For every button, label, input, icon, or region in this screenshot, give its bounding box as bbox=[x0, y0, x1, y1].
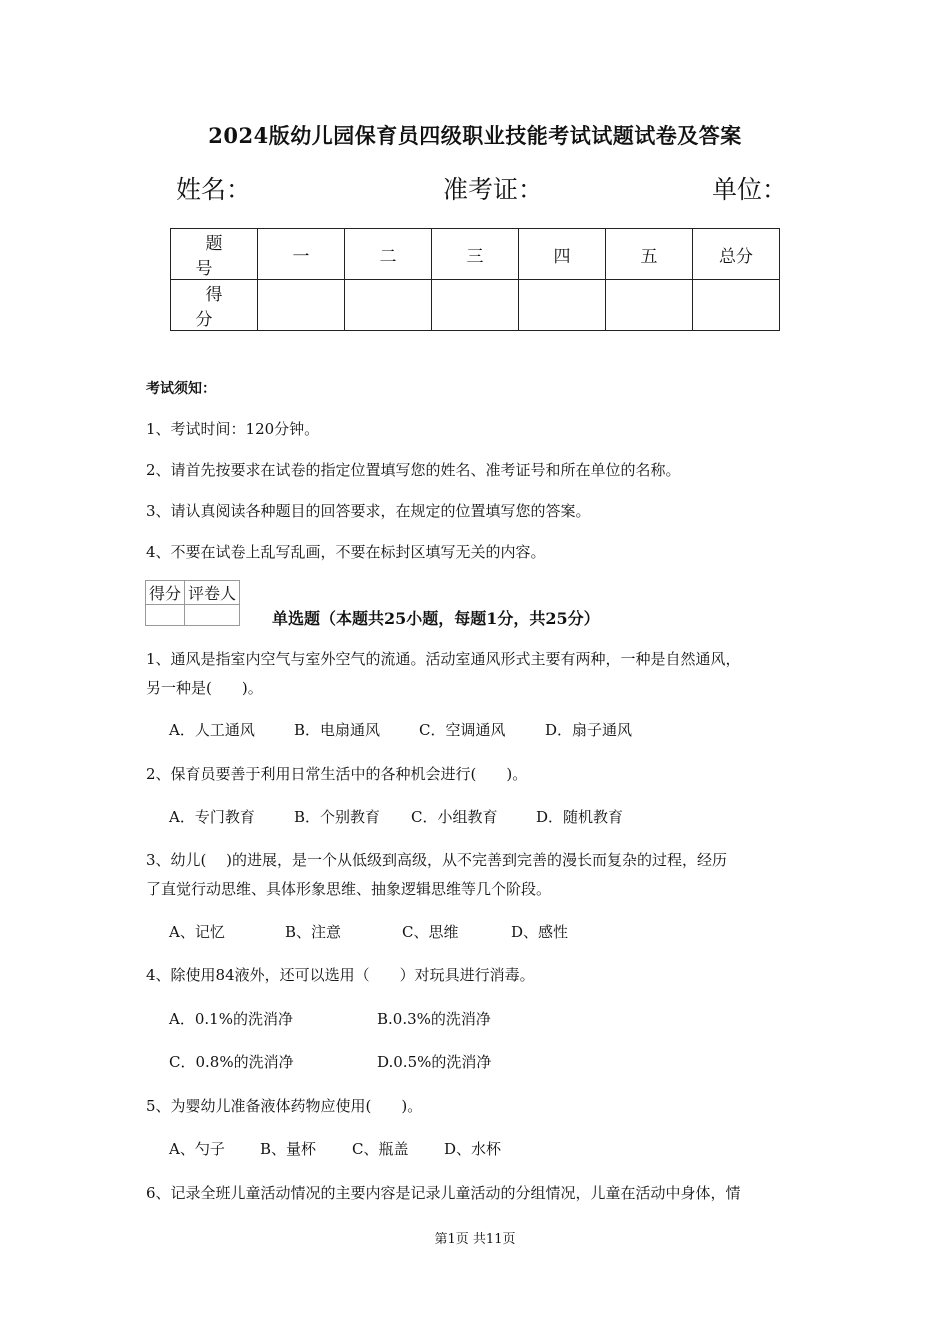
question-number-label: 题号 bbox=[171, 229, 258, 280]
q1-option-b: B．电扇通风 bbox=[294, 721, 381, 739]
grader-score-cell bbox=[146, 605, 185, 626]
score-label: 得分 bbox=[171, 280, 258, 331]
column-5: 五 bbox=[606, 229, 693, 280]
score-cell-4 bbox=[519, 280, 606, 331]
question-3-line-1: 3、幼儿( )的进展，是一个从低级到高级，从不完善到完善的漫长而复杂的过程，经历 bbox=[146, 851, 728, 869]
document-title: 2024版幼儿园保育员四级职业技能考试试题试卷及答案 bbox=[208, 123, 742, 148]
question-2: 2、保育员要善于利用日常生活中的各种机会进行( )。 bbox=[146, 765, 528, 783]
q3-option-b: B、注意 bbox=[285, 923, 342, 941]
notice-heading: 考试须知： bbox=[146, 381, 216, 397]
page-footer: 第1页 共11页 bbox=[434, 1232, 516, 1247]
q4-option-d: D.0.5%的洗消净 bbox=[377, 1053, 492, 1071]
q2-option-d: D．随机教育 bbox=[536, 808, 624, 826]
score-table-header-row bbox=[171, 229, 780, 280]
q4-option-b: B.0.3%的洗消净 bbox=[377, 1010, 491, 1028]
name-field-label: 姓名： bbox=[176, 175, 252, 204]
question-4: 4、除使用84液外，还可以选用（ ）对玩具进行消毒。 bbox=[146, 966, 535, 984]
q3-option-c: C、思维 bbox=[402, 923, 459, 941]
grader-score-label: 得分 bbox=[146, 581, 185, 605]
grader-reviewer-label: 评卷人 bbox=[185, 581, 240, 605]
notice-item-3: 3、请认真阅读各种题目的回答要求，在规定的位置填写您的答案。 bbox=[146, 502, 591, 520]
q2-option-c: C．小组教育 bbox=[411, 808, 498, 826]
q3-option-a: A、记忆 bbox=[169, 923, 225, 941]
score-cell-1 bbox=[258, 280, 345, 331]
notice-item-2: 2、请首先按要求在试卷的指定位置填写您的姓名、准考证号和所在单位的名称。 bbox=[146, 461, 681, 479]
column-1: 一 bbox=[258, 229, 345, 280]
column-2: 二 bbox=[345, 229, 432, 280]
column-4: 四 bbox=[519, 229, 606, 280]
question-1-line-1: 1、通风是指室内空气与室外空气的流通。活动室通风形式主要有两种，一种是自然通风， bbox=[146, 650, 741, 668]
score-cell-3 bbox=[432, 280, 519, 331]
q5-option-c: C、瓶盖 bbox=[352, 1140, 409, 1158]
question-5: 5、为婴幼儿准备液体药物应使用( )。 bbox=[146, 1097, 423, 1115]
score-table bbox=[170, 228, 780, 331]
column-total: 总分 bbox=[693, 229, 780, 280]
grader-box bbox=[145, 580, 240, 626]
q3-option-d: D、感性 bbox=[511, 923, 569, 941]
q4-option-c: C．0.8%的洗消净 bbox=[169, 1053, 294, 1071]
q5-option-b: B、量杯 bbox=[260, 1140, 317, 1158]
unit-field-label: 单位： bbox=[712, 175, 788, 204]
notice-item-4: 4、不要在试卷上乱写乱画，不要在标封区填写无关的内容。 bbox=[146, 543, 546, 561]
q5-option-d: D、水杯 bbox=[444, 1140, 502, 1158]
exam-id-field-label: 准考证： bbox=[443, 175, 544, 204]
section-title: 单选题（本题共25小题，每题1分，共25分） bbox=[272, 609, 600, 628]
q2-option-b: B．个别教育 bbox=[294, 808, 381, 826]
q2-option-a: A．专门教育 bbox=[169, 808, 255, 826]
score-cell-5 bbox=[606, 280, 693, 331]
question-1-line-2: 另一种是( )。 bbox=[146, 679, 263, 697]
score-cell-total bbox=[693, 280, 780, 331]
notice-item-1: 1、考试时间：120分钟。 bbox=[146, 420, 320, 438]
column-3: 三 bbox=[432, 229, 519, 280]
score-cell-2 bbox=[345, 280, 432, 331]
question-3-line-2: 了直觉行动思维、具体形象思维、抽象逻辑思维等几个阶段。 bbox=[146, 880, 552, 898]
score-table-score-row bbox=[171, 280, 780, 331]
q5-option-a: A、勺子 bbox=[169, 1140, 225, 1158]
q4-option-a: A．0.1%的洗消净 bbox=[169, 1010, 293, 1028]
q1-option-a: A．人工通风 bbox=[169, 721, 255, 739]
q1-option-c: C．空调通风 bbox=[419, 721, 506, 739]
q1-option-d: D．扇子通风 bbox=[545, 721, 633, 739]
grader-reviewer-cell bbox=[185, 605, 240, 626]
question-6-line-1: 6、记录全班儿童活动情况的主要内容是记录儿童活动的分组情况，儿童在活动中身体，情 bbox=[146, 1184, 741, 1202]
